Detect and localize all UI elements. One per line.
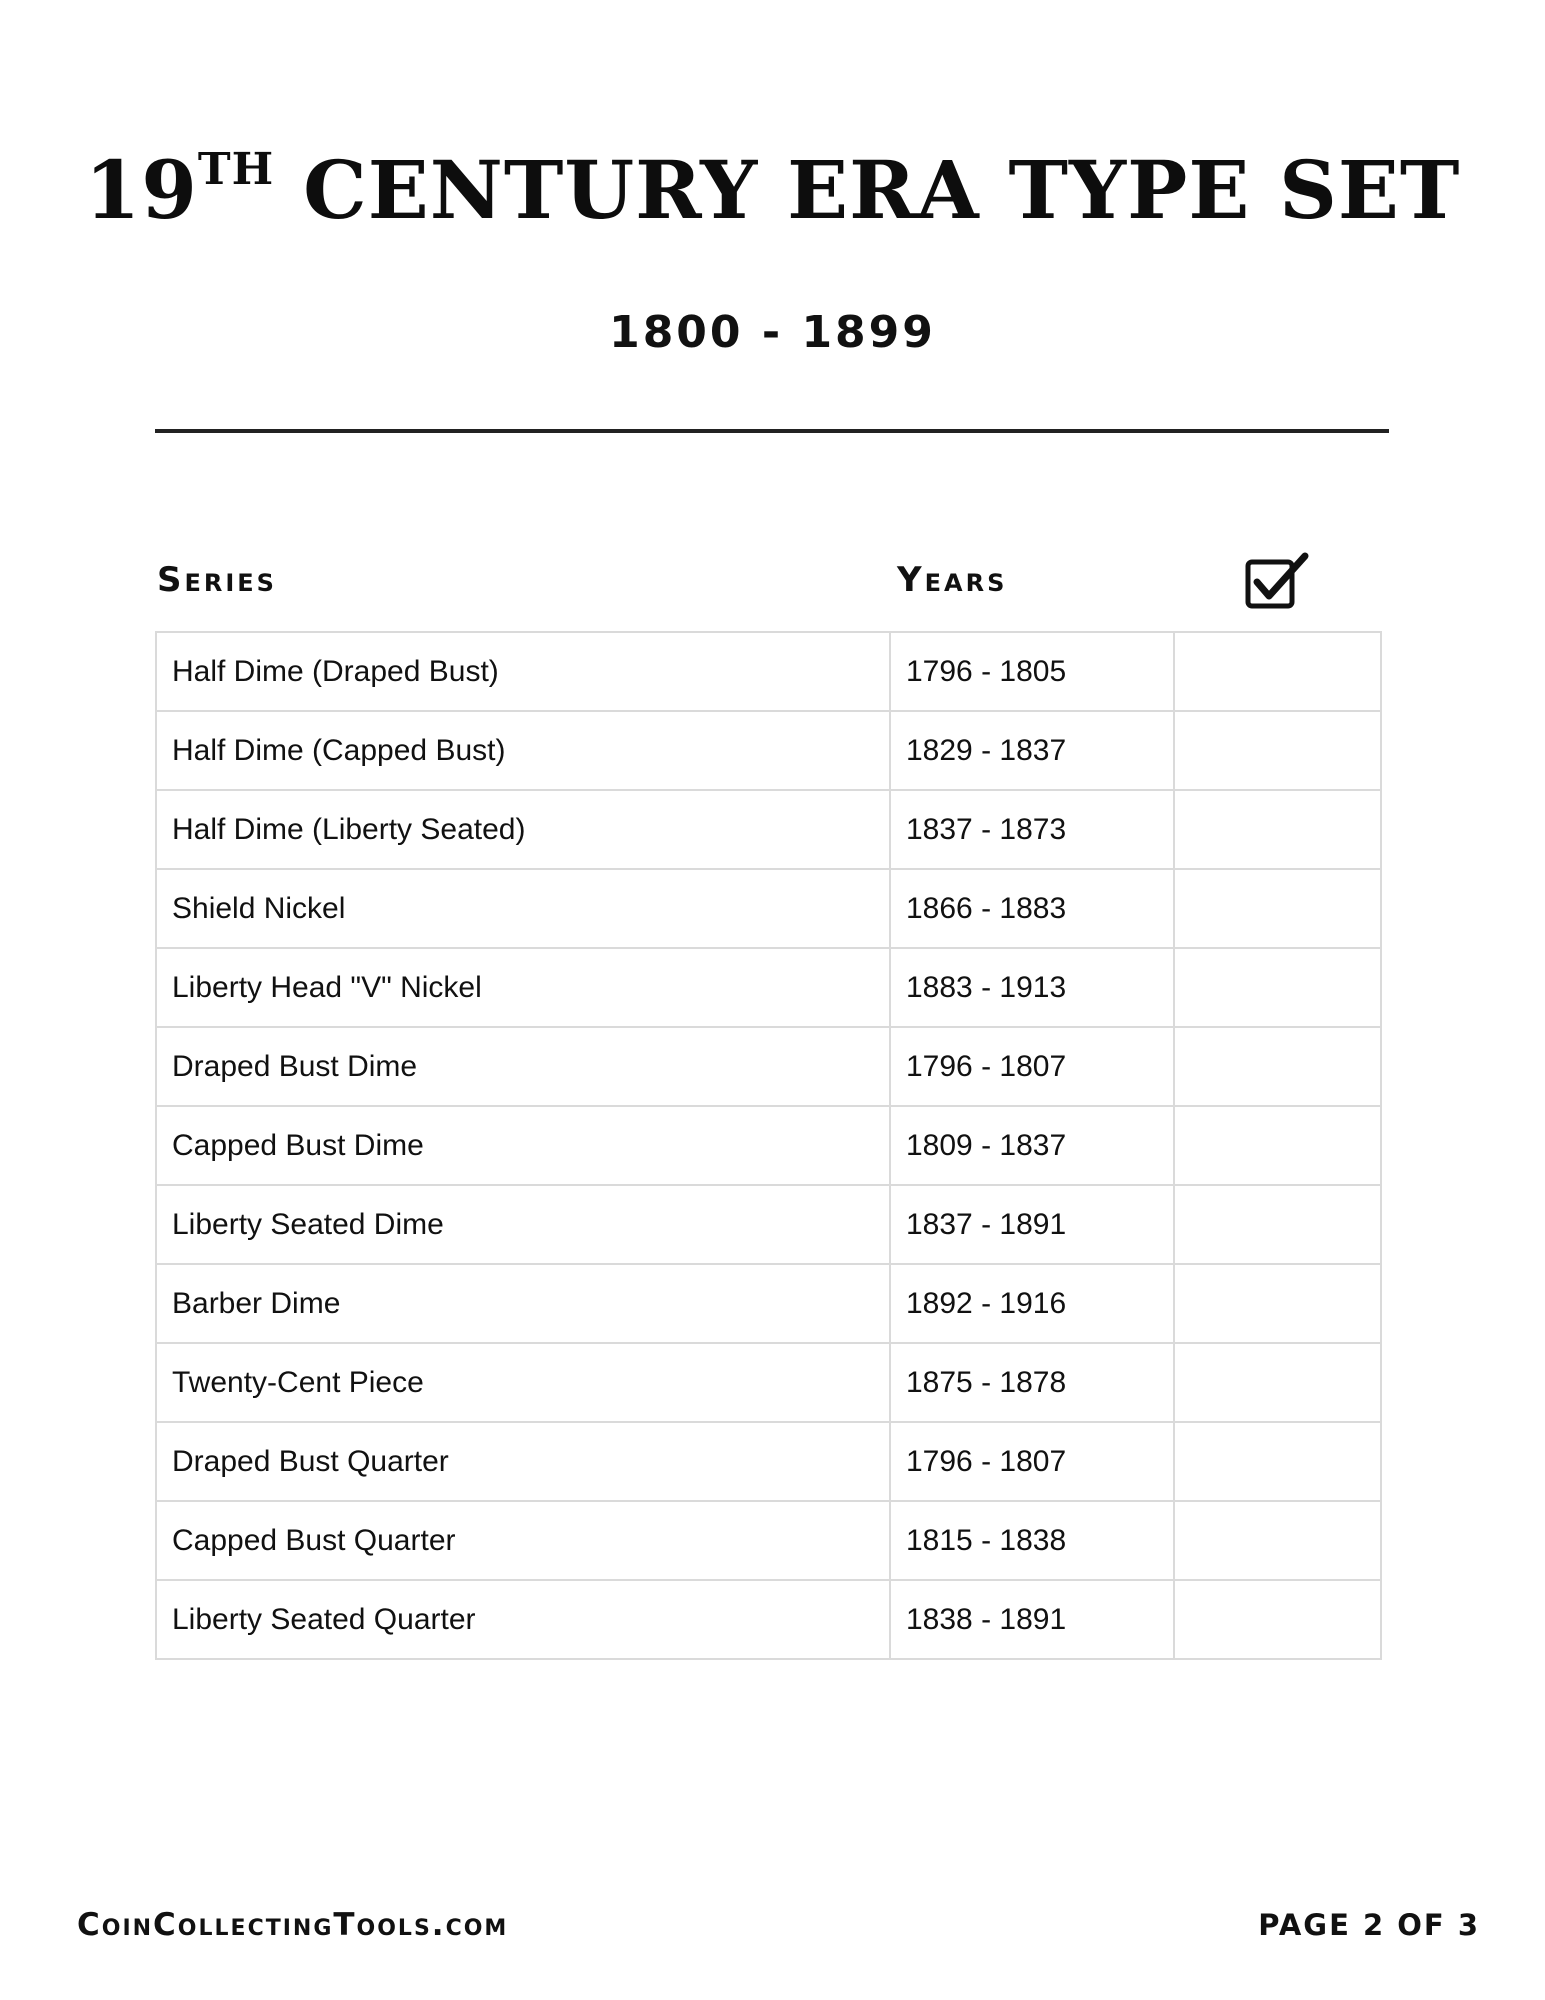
table-row <box>156 711 1381 790</box>
years-cell: 1837 - 1873 <box>890 790 1174 869</box>
checkbox-cell[interactable] <box>1174 1343 1381 1422</box>
table-row <box>156 1264 1381 1343</box>
series-cell: Draped Bust Quarter <box>156 1422 890 1501</box>
years-cell: 1866 - 1883 <box>890 869 1174 948</box>
table-row <box>156 869 1381 948</box>
table-row <box>156 1027 1381 1106</box>
years-cell: 1796 - 1805 <box>890 632 1174 711</box>
series-cell: Twenty-Cent Piece <box>156 1343 890 1422</box>
series-cell: Liberty Seated Quarter <box>156 1580 890 1659</box>
series-cell: Liberty Head "V" Nickel <box>156 948 890 1027</box>
series-cell: Capped Bust Dime <box>156 1106 890 1185</box>
series-cell: Half Dime (Capped Bust) <box>156 711 890 790</box>
checkbox-cell[interactable] <box>1174 711 1381 790</box>
years-cell: 1809 - 1837 <box>890 1106 1174 1185</box>
table-row <box>156 948 1381 1027</box>
checkbox-cell[interactable] <box>1174 1264 1381 1343</box>
series-column-header: Series <box>157 560 277 600</box>
page-title <box>0 140 1545 240</box>
series-cell: Half Dime (Draped Bust) <box>156 632 890 711</box>
years-cell: 1796 - 1807 <box>890 1027 1174 1106</box>
table-body <box>156 632 1381 1659</box>
checkbox-cell[interactable] <box>1174 1027 1381 1106</box>
table-row <box>156 1343 1381 1422</box>
checkbox-cell[interactable] <box>1174 869 1381 948</box>
years-cell: 1815 - 1838 <box>890 1501 1174 1580</box>
years-cell: 1796 - 1807 <box>890 1422 1174 1501</box>
table-row <box>156 790 1381 869</box>
series-cell: Liberty Seated Dime <box>156 1185 890 1264</box>
table-row <box>156 1106 1381 1185</box>
years-cell: 1838 - 1891 <box>890 1580 1174 1659</box>
checkbox-cell[interactable] <box>1174 1185 1381 1264</box>
series-cell: Half Dime (Liberty Seated) <box>156 790 890 869</box>
title-suffix: TH <box>197 144 275 195</box>
series-cell: Capped Bust Quarter <box>156 1501 890 1580</box>
checkbox-checked-icon <box>1245 552 1311 612</box>
checkbox-cell[interactable] <box>1174 1501 1381 1580</box>
years-cell: 1875 - 1878 <box>890 1343 1174 1422</box>
checkbox-cell[interactable] <box>1174 790 1381 869</box>
series-cell: Shield Nickel <box>156 869 890 948</box>
page-number: PAGE 2 OF 3 <box>1258 1908 1480 1942</box>
checkbox-cell[interactable] <box>1174 1422 1381 1501</box>
checkbox-cell[interactable] <box>1174 948 1381 1027</box>
header-divider <box>155 429 1389 433</box>
series-cell: Barber Dime <box>156 1264 890 1343</box>
checkbox-cell[interactable] <box>1174 632 1381 711</box>
series-cell: Draped Bust Dime <box>156 1027 890 1106</box>
years-cell: 1829 - 1837 <box>890 711 1174 790</box>
years-cell: 1883 - 1913 <box>890 948 1174 1027</box>
checkbox-cell[interactable] <box>1174 1580 1381 1659</box>
table-row <box>156 1185 1381 1264</box>
table-row <box>156 1580 1381 1659</box>
table-row <box>156 632 1381 711</box>
type-set-table <box>155 631 1382 1660</box>
site-name: CoinCollectingTools.com <box>77 1907 509 1943</box>
years-column-header: Years <box>897 560 1008 600</box>
table-row <box>156 1501 1381 1580</box>
years-cell: 1892 - 1916 <box>890 1264 1174 1343</box>
years-cell: 1837 - 1891 <box>890 1185 1174 1264</box>
checkbox-cell[interactable] <box>1174 1106 1381 1185</box>
year-range-subtitle: 1800 - 1899 <box>609 307 936 358</box>
title-number: 19 <box>84 143 198 237</box>
table-row <box>156 1422 1381 1501</box>
title-text: CENTURY ERA TYPE SET <box>303 143 1461 237</box>
